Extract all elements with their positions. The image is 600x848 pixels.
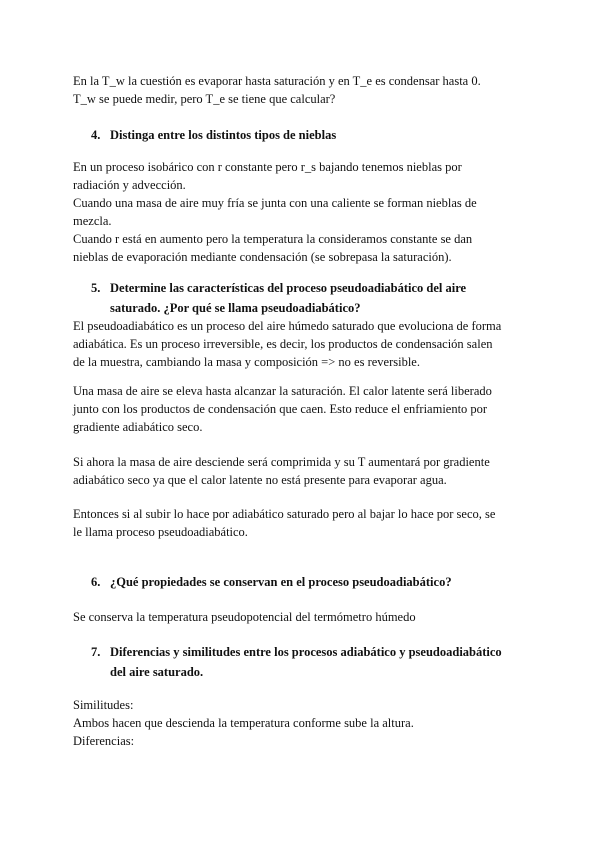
question-5-heading bbox=[73, 278, 533, 318]
q5-answer-p1 bbox=[73, 317, 529, 371]
question-4-number: 4. bbox=[91, 128, 101, 142]
q4-p1-line-2: radiación y advección. bbox=[73, 178, 186, 192]
question-7-number: 7. bbox=[91, 645, 101, 659]
similitudes-text: Ambos hacen que descienda la temperatura conforme sube la altura. bbox=[73, 716, 414, 730]
q5-p1-line-1: El pseudoadiabático es un proceso del aire húmedo saturado que evoluciona de forma bbox=[73, 319, 502, 333]
q5-answer-p3 bbox=[73, 453, 529, 489]
q4-answer-p2 bbox=[73, 194, 529, 230]
intro-line-2: T_w se puede medir, pero T_e se tiene que calcular? bbox=[73, 92, 336, 106]
q5-p2-line-2: junto con los productos de condensación que caen. Esto reduce el enfriamiento por bbox=[73, 402, 488, 416]
question-7-title-line-1: Diferencias y similitudes entre los procesos adiabático y pseudoadiabático bbox=[110, 645, 502, 659]
question-7-title bbox=[110, 642, 533, 682]
question-6-title: ¿Qué propiedades se conservan en el proceso pseudoadiabático? bbox=[110, 575, 452, 589]
q4-answer-p1 bbox=[73, 158, 529, 194]
question-4-heading bbox=[73, 125, 533, 145]
q5-p2-line-1: Una masa de aire se eleva hasta alcanzar la saturación. El calor latente será liberado bbox=[73, 384, 492, 398]
q5-p4-line-2: le llama proceso pseudoadiabático. bbox=[73, 525, 248, 539]
q4-p3-line-1: Cuando r está en aumento pero la temperatura la consideramos constante se dan bbox=[73, 232, 473, 246]
question-5-title bbox=[110, 278, 533, 318]
q5-p4-line-1: Entonces si al subir lo hace por adiabático saturado pero al bajar lo hace por seco, se bbox=[73, 507, 496, 521]
q7-answer bbox=[73, 696, 529, 750]
q5-p1-line-2: adiabática. Es un proceso irreversible, es decir, los productos de condensación salen bbox=[73, 337, 493, 351]
q5-answer-p4 bbox=[73, 505, 529, 541]
intro-paragraph bbox=[73, 72, 529, 108]
q4-answer-p3 bbox=[73, 230, 529, 266]
question-5-title-line-1: Determine las características del proceso pseudoadiabático del aire bbox=[110, 281, 467, 295]
q5-p3-line-2: adiabático seco ya que el calor latente no está presente para evaporar agua. bbox=[73, 473, 447, 487]
similitudes-label: Similitudes: bbox=[73, 698, 134, 712]
q4-p1-line-1: En un proceso isobárico con r constante pero r_s bajando tenemos nieblas por bbox=[73, 160, 462, 174]
question-6-number: 6. bbox=[91, 575, 101, 589]
q5-answer-p2 bbox=[73, 382, 529, 436]
q6-answer bbox=[73, 608, 529, 626]
question-6-heading bbox=[73, 572, 533, 592]
question-5-number: 5. bbox=[91, 281, 101, 295]
q4-p2-line-1: Cuando una masa de aire muy fría se junta con una caliente se forman nieblas de bbox=[73, 196, 477, 210]
question-5-title-line-2: saturado. ¿Por qué se llama pseudoadiabático? bbox=[110, 301, 361, 315]
q4-p2-line-2: mezcla. bbox=[73, 214, 112, 228]
question-7-heading bbox=[73, 642, 533, 682]
q5-p3-line-1: Si ahora la masa de aire desciende será comprimida y su T aumentará por gradiente bbox=[73, 455, 490, 469]
q5-p2-line-3: gradiente adiabático seco. bbox=[73, 420, 203, 434]
question-7-title-line-2: del aire saturado. bbox=[110, 665, 204, 679]
question-4-title: Distinga entre los distintos tipos de nieblas bbox=[110, 128, 337, 142]
intro-line-1: En la T_w la cuestión es evaporar hasta saturación y en T_e es condensar hasta 0. bbox=[73, 74, 481, 88]
q6-answer-line: Se conserva la temperatura pseudopotencial del termómetro húmedo bbox=[73, 610, 416, 624]
q5-p1-line-3: de la muestra, cambiando la masa y composición => no es reversible. bbox=[73, 355, 420, 369]
diferencias-label: Diferencias: bbox=[73, 734, 135, 748]
q4-p3-line-2: nieblas de evaporación mediante condensación (se sobrepasa la saturación). bbox=[73, 250, 452, 264]
